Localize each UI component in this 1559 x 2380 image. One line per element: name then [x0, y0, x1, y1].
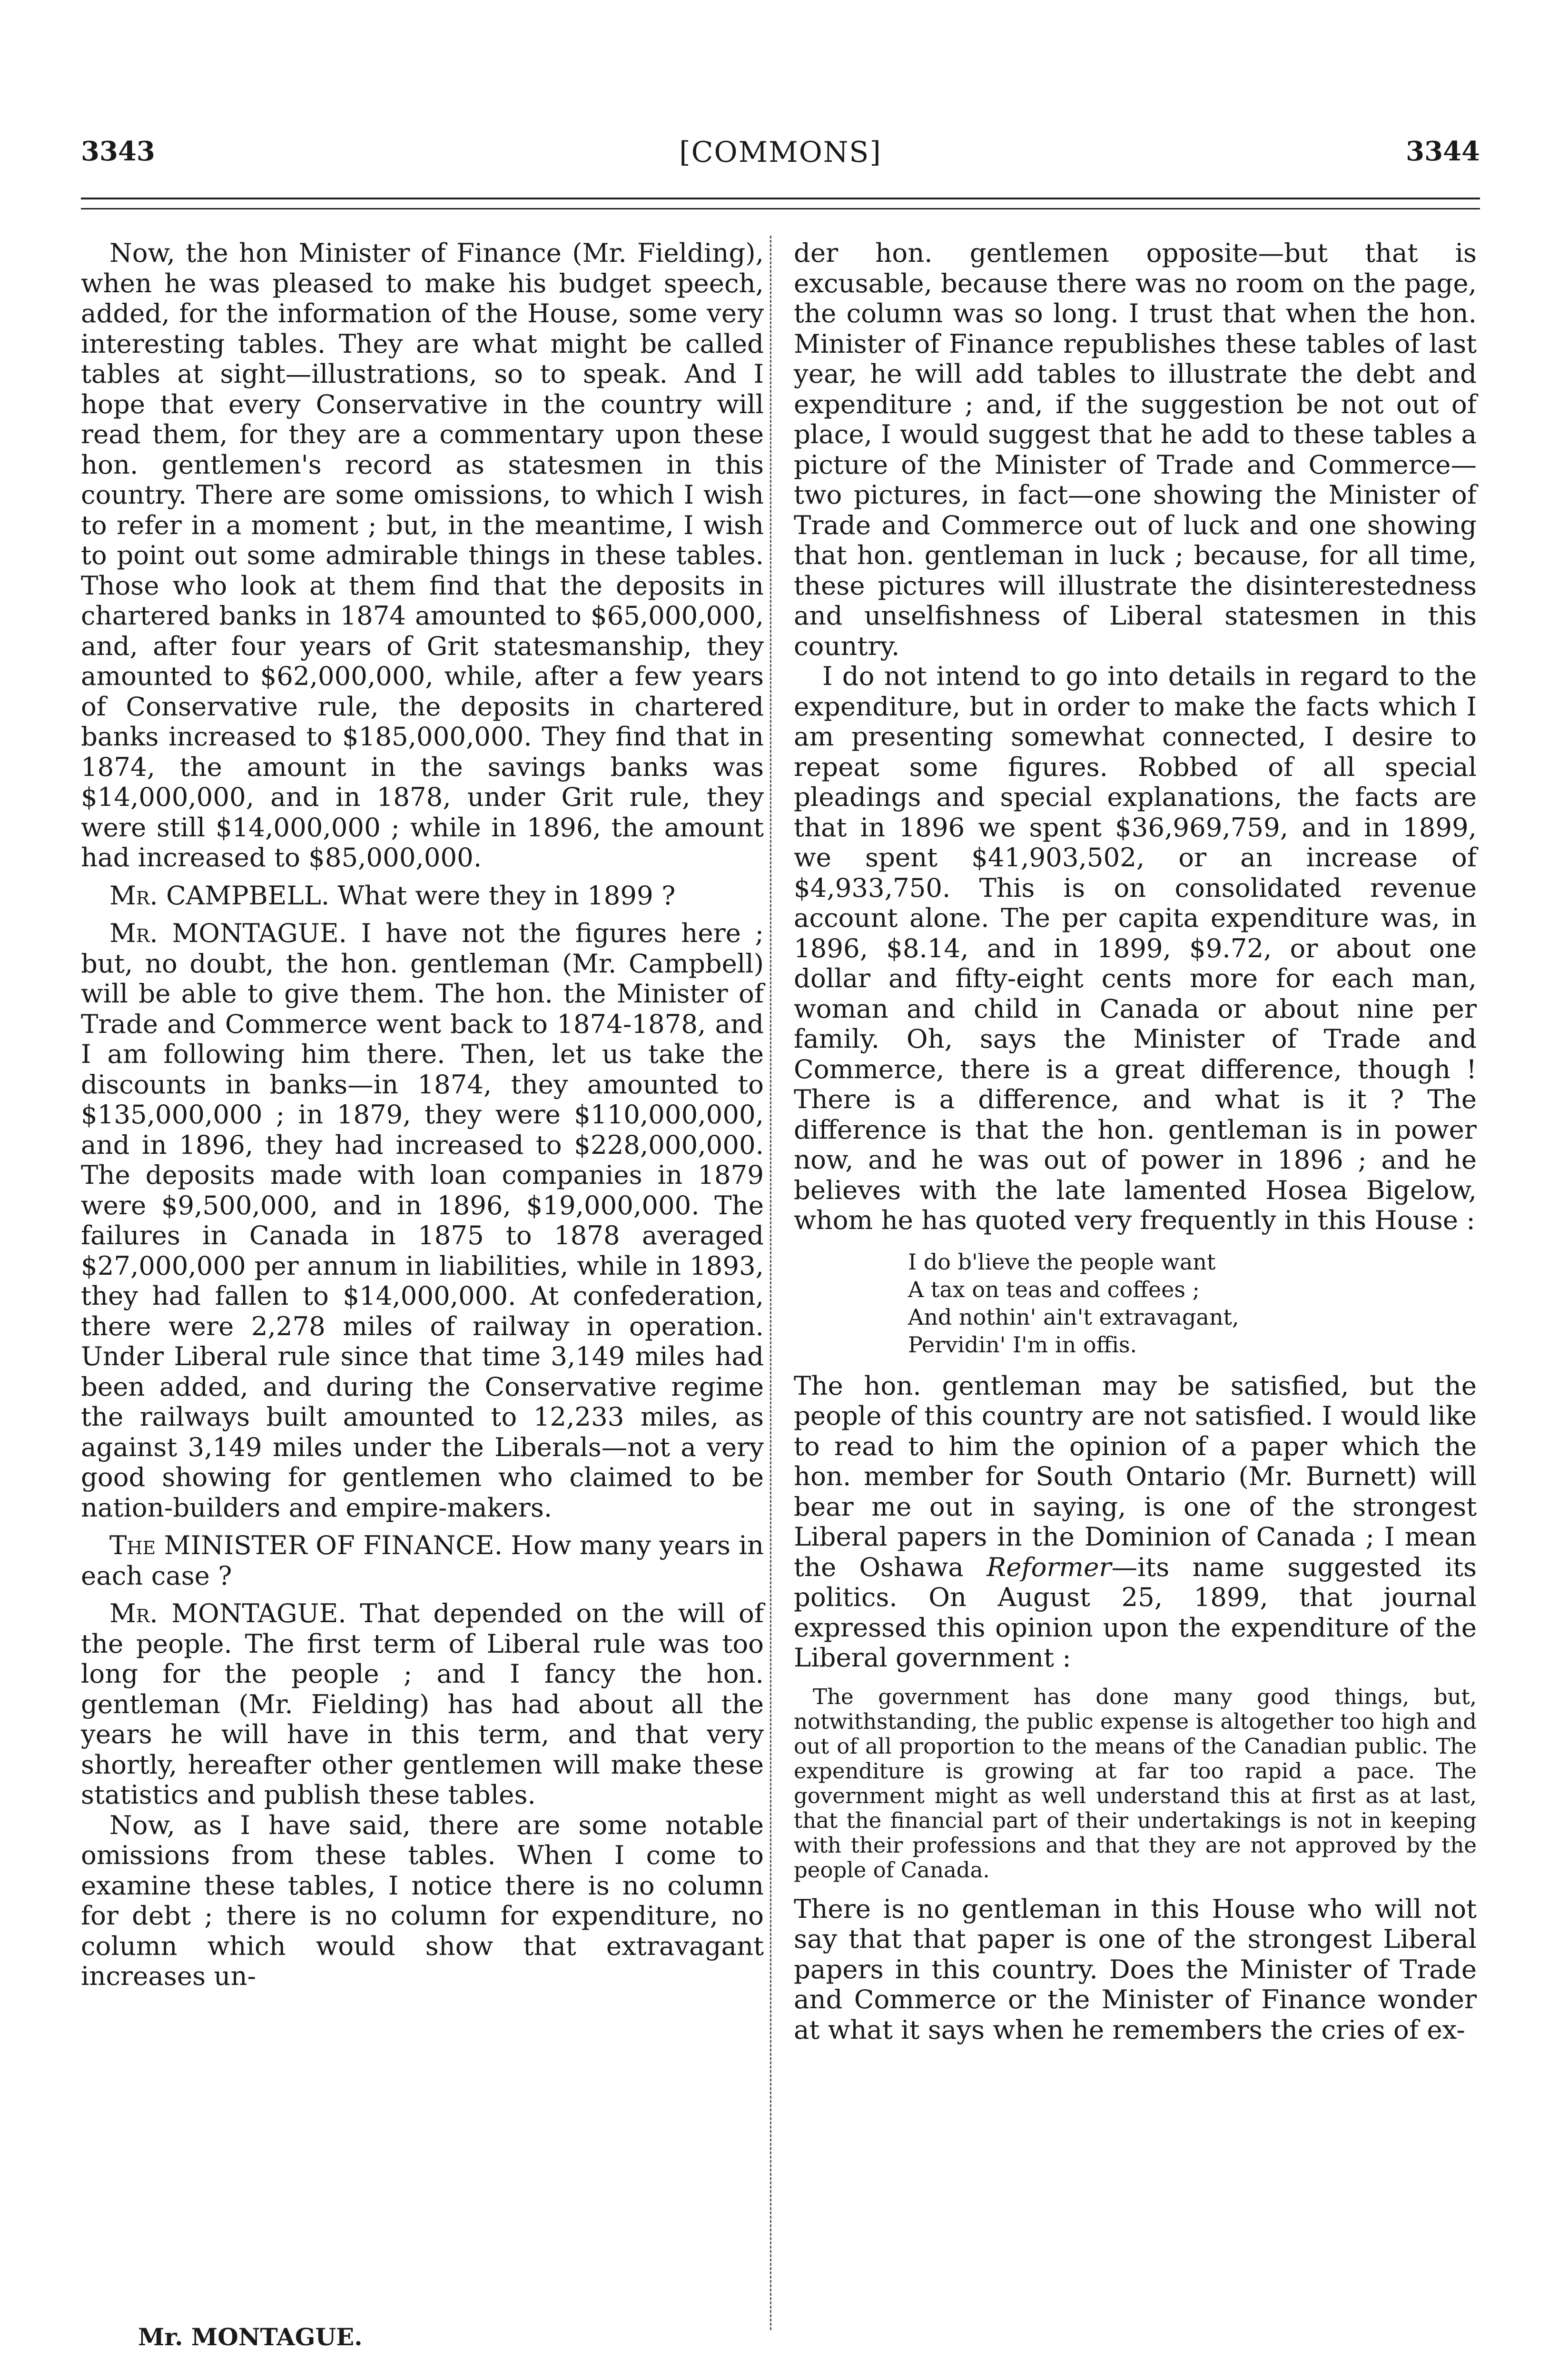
- paragraph: [81, 918, 764, 1523]
- right-column: [794, 238, 1477, 2045]
- verse-line: Pervidin' I'm in offis.: [908, 1331, 1137, 1358]
- header-rule-top: [81, 198, 1480, 199]
- speaker-name: Mr. MONTAGUE.: [109, 1598, 346, 1628]
- speech-text: That depended on the will of the people. The first term of Liberal rule was too long for the people ; and I fancy the hon. gentleman (Mr. Fielding) has had about all the years he will have in this term, and that very shortly, hereafter other gentlemen will make these statistics and publish these tables.: [81, 1598, 764, 1810]
- paragraph: Now, the hon Minister of Finance (Mr. Fielding), when he was pleased to make his budget speech, added, for the information of the House, some very interesting tables. They are what might be called tables at sight—illustrations, so to speak. And I hope that every Conservative in the country will read them, for they are a commentary upon these hon. gentlemen's record as statesmen in this country. There are some omissions, to which I wish to refer in a moment ; but, in the meantime, I wish to point out some admirable things in these tables. Those who look at them find that the deposits in chartered banks in 1874 amounted to $65,000,000, and, after four years of Grit statesmanship, they amounted to $62,000,000, while, after a few years of Conservative rule, the deposits in chartered banks increased to $185,000,000. They find that in 1874, the amount in the savings banks was $14,000,000, and in 1878, under Grit rule, they were still $14,000,000 ; while in 1896, the amount had increased to $85,000,000.: [81, 238, 764, 873]
- verse-line: I do b'lieve the people want: [908, 1249, 1216, 1275]
- speech-text: How many years in each case ?: [81, 1530, 764, 1591]
- paragraph: [81, 1598, 764, 1810]
- page-number-right: 3344: [1406, 136, 1480, 167]
- paragraph: [794, 1371, 1477, 1673]
- speech-text: What were they in 1899 ?: [329, 880, 676, 911]
- text-run: The hon. gentleman may be satisfied, but the people of this country are not satisfied. I would like to read to him the opinion of a paper which the hon. member for South Ontario (Mr. Burnett) will bear me out in saying, is one of the strongest Liberal papers in the Dominion of Canada ; I mean the Oshawa: [794, 1370, 1477, 1582]
- newspaper-title: Reformer: [987, 1551, 1112, 1582]
- block-quote: The government has done many good things, but, notwithstanding, the public expense is altogether too high and out of all proportion to the means of the Canadian public. The expenditure is growing at far too rapid a pace. The government might as well understand this at first as at last, that the financial part of their undertakings is not in keeping with their professions and that they are not approved by the people of Canada.: [794, 1684, 1477, 1883]
- speaker-name: Mr. MONTAGUE.: [109, 918, 347, 948]
- paragraph: I do not intend to go into details in regard to the expenditure, but in order to make the facts which I am presenting somewhat connected, I desire to repeat some figures. Robbed of all special pleadings and special explanations, the facts are that in 1896 we spent $36,969,759, and in 1899, we spent $41,903,502, or an increase of $4,933,750. This is on consolidated revenue account alone. The per capita expenditure was, in 1896, $8.14, and in 1899, $9.72, or about one dollar and fifty-eight cents more for each man, woman and child in Canada or about nine per family. Oh, says the Minister of Trade and Commerce, there is a great difference, though ! There is a difference, and what is it ? The difference is that the hon. gentleman is in power now, and he was out of power in 1896 ; and he believes with the late lamented Hosea Bigelow, whom he has quoted very frequently in this House :: [794, 661, 1477, 1235]
- page-header: [81, 136, 1480, 183]
- speaker-name: Mr. CAMPBELL.: [109, 880, 330, 911]
- footer-speaker: Mr. MONTAGUE.: [138, 2323, 363, 2351]
- column-divider: [770, 236, 771, 2330]
- text-run: —its name suggested its politics. On August 25, 1899, that journal expressed this opinion upon the expenditure of the Liberal government :: [794, 1551, 1477, 1673]
- paragraph: [81, 881, 764, 911]
- speaker-name: The MINISTER OF FINANCE.: [109, 1530, 503, 1560]
- left-column: [81, 238, 764, 1992]
- verse-quote: [908, 1248, 1477, 1359]
- paragraph: Now, as I have said, there are some notable omissions from these tables. When I come to examine these tables, I notice there is no column for debt ; there is no column for expenditure, no column which would show that extravagant increases un-: [81, 1809, 764, 1991]
- page-number-left: 3343: [81, 136, 155, 167]
- paragraph: There is no gentleman in this House who will not say that that paper is one of the strongest Liberal papers in this country. Does the Minister of Trade and Commerce or the Minister of Finance wonder at what it says when he remembers the cries of ex-: [794, 1893, 1477, 2045]
- speech-text: I have not the figures here ; but, no doubt, the hon. gentleman (Mr. Campbell) will be able to give them. The hon. the Minister of Trade and Commerce went back to 1874-1878, and I am following him there. Then, let us take the discounts in banks—in 1874, they amounted to $135,000,000 ; in 1879, they were $110,000,000, and in 1896, they had increased to $228,000,000. The deposits made with loan companies in 1879 were $9,500,000, and in 1896, $19,000,000. The failures in Canada in 1875 to 1878 averaged $27,000,000 per annum in liabilities, while in 1893, they had fallen to $14,000,000. At confederation, there were 2,278 miles of railway in operation. Under Liberal rule since that time 3,149 miles had been added, and during the Conservative regime the railways built amounted to 12,233 miles, as against 3,149 miles under the Liberals—not a very good showing for gentlemen who claimed to be nation-builders and empire-makers.: [81, 918, 764, 1523]
- header-rule-bottom: [81, 208, 1480, 209]
- paragraph: der hon. gentlemen opposite—but that is excusable, because there was no room on the page, the column was so long. I trust that when the hon. Minister of Finance republishes these tables of last year, he will add tables to illustrate the debt and expenditure ; and, if the suggestion be not out of place, I would suggest that he add to these tables a picture of the Minister of Trade and Commerce—two pictures, in fact—one showing the Minister of Trade and Commerce out of luck and one showing that hon. gentleman in luck ; because, for all time, these pictures will illustrate the disinterestedness and unselfishness of Liberal statesmen in this country.: [794, 238, 1477, 661]
- verse-line: And nothin' ain't extravagant,: [908, 1304, 1239, 1330]
- paragraph: [81, 1530, 764, 1591]
- running-title: [COMMONS]: [679, 136, 882, 169]
- verse-line: A tax on teas and coffees ;: [908, 1276, 1200, 1302]
